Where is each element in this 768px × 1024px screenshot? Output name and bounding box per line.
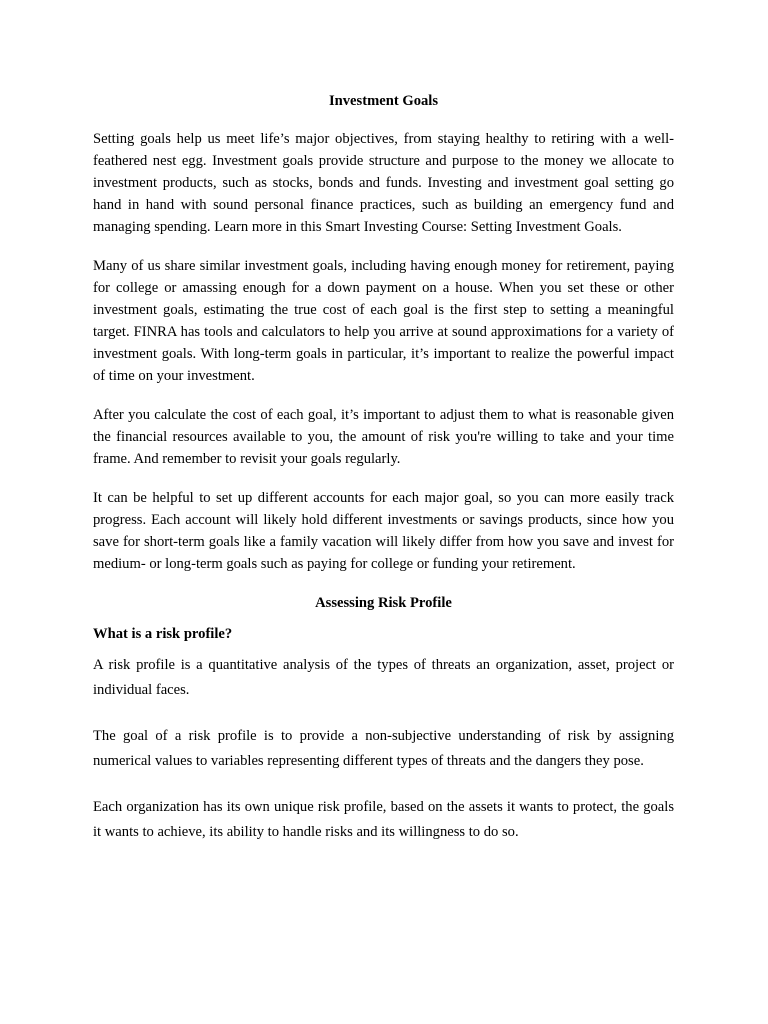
paragraph-separate-accounts: It can be helpful to set up different accounts for each major goal, so you can more easily track progress. Each account will likely hold different investments or savings products, since how you save for short-term goals like a family vacation will likely differ from how you save and invest for medium- or long-term goals such as paying for college or funding your retirement. — [93, 490, 674, 572]
paragraph-setting-goals: Setting goals help us meet life’s major objectives, from staying healthy to retiring with a well-feathered nest egg. Investment goals provide structure and purpose to the money we allocate to investment products, such as stocks, bonds and funds. Investing and investment goal setting go hand in hand with sound personal finance practices, such as building an emergency fund and managing spending. Learn more in this Smart Investing Course: Setting Investment Goals. — [93, 131, 674, 235]
paragraph-risk-definition: A risk profile is a quantitative analysis of the types of threats an organization, asset, project or individual faces. — [93, 657, 674, 698]
section-title-investment-goals: Investment Goals — [328, 93, 439, 109]
paragraph-adjust-goals: After you calculate the cost of each goal, it’s important to adjust them to what is reasonable given the financial resources available to you, the amount of risk you're willing to take and your time frame. And remember to revisit your goals regularly. — [93, 407, 674, 467]
subheading-what-is-risk-profile: What is a risk profile? — [93, 626, 233, 642]
paragraph-unique-profile: Each organization has its own unique risk profile, based on the assets it wants to protect, the goals it wants to achieve, its ability to handle risks and its willingness to do so. — [93, 799, 674, 840]
paragraph-risk-goal: The goal of a risk profile is to provide a non-subjective understanding of risk by assigning numerical values to variables representing different types of threats and the dangers they pose. — [93, 728, 674, 769]
document-page — [93, 90, 674, 844]
paragraph-shared-goals: Many of us share similar investment goals, including having enough money for retirement, paying for college or amassing enough for a down payment on a house. When you set these or other investment goals, estimating the true cost of each goal is the first step to setting a meaningful target. FINRA has tools and calculators to help you arrive at sound approximations for a variety of investment goals. With long-term goals in particular, it’s important to realize the powerful impact of time on your investment. — [93, 258, 674, 384]
section-title-assessing-risk: Assessing Risk Profile — [315, 595, 452, 611]
